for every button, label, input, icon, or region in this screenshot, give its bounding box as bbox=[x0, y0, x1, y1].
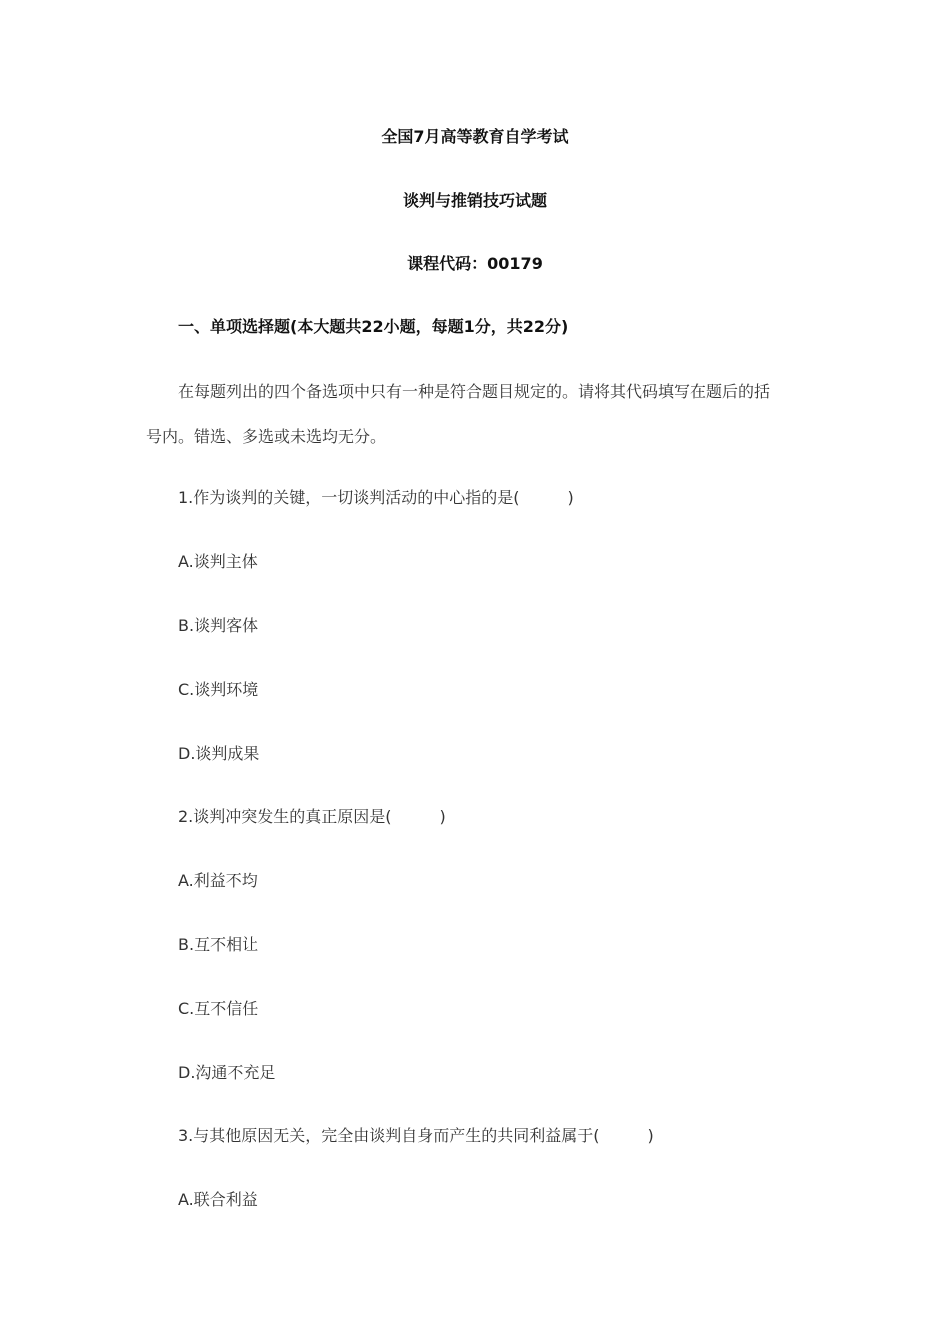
question-1-option-b: B.谈判客体 bbox=[178, 616, 259, 635]
section-heading: 一、单项选择题(本大题共22小题，每题1分，共22分) bbox=[178, 317, 569, 336]
question-3-stem: 3.与其他原因无关，完全由谈判自身而产生的共同利益属于( ) bbox=[178, 1126, 654, 1145]
question-2-option-c: C.互不信任 bbox=[178, 999, 259, 1018]
question-2-option-d: D.沟通不充足 bbox=[178, 1063, 276, 1082]
question-2-stem: 2.谈判冲突发生的真正原因是( ) bbox=[178, 807, 446, 826]
question-1-option-d: D.谈判成果 bbox=[178, 744, 260, 763]
course-code: 课程代码：00179 bbox=[407, 254, 543, 273]
question-1-stem: 1.作为谈判的关键，一切谈判活动的中心指的是( ) bbox=[178, 488, 574, 507]
subject-title: 谈判与推销技巧试题 bbox=[402, 191, 547, 210]
question-3-option-a: A.联合利益 bbox=[178, 1190, 258, 1209]
question-2-option-a: A.利益不均 bbox=[178, 871, 258, 890]
instruction-line-1: 在每题列出的四个备选项中只有一种是符合题目规定的。请将其代码填写在题后的括 bbox=[178, 382, 771, 401]
instruction-line-2: 号内。错选、多选或未选均无分。 bbox=[146, 427, 387, 446]
exam-title: 全国7月高等教育自学考试 bbox=[381, 127, 569, 146]
question-2-option-b: B.互不相让 bbox=[178, 935, 259, 954]
question-1-option-a: A.谈判主体 bbox=[178, 552, 258, 571]
question-1-option-c: C.谈判环境 bbox=[178, 680, 259, 699]
